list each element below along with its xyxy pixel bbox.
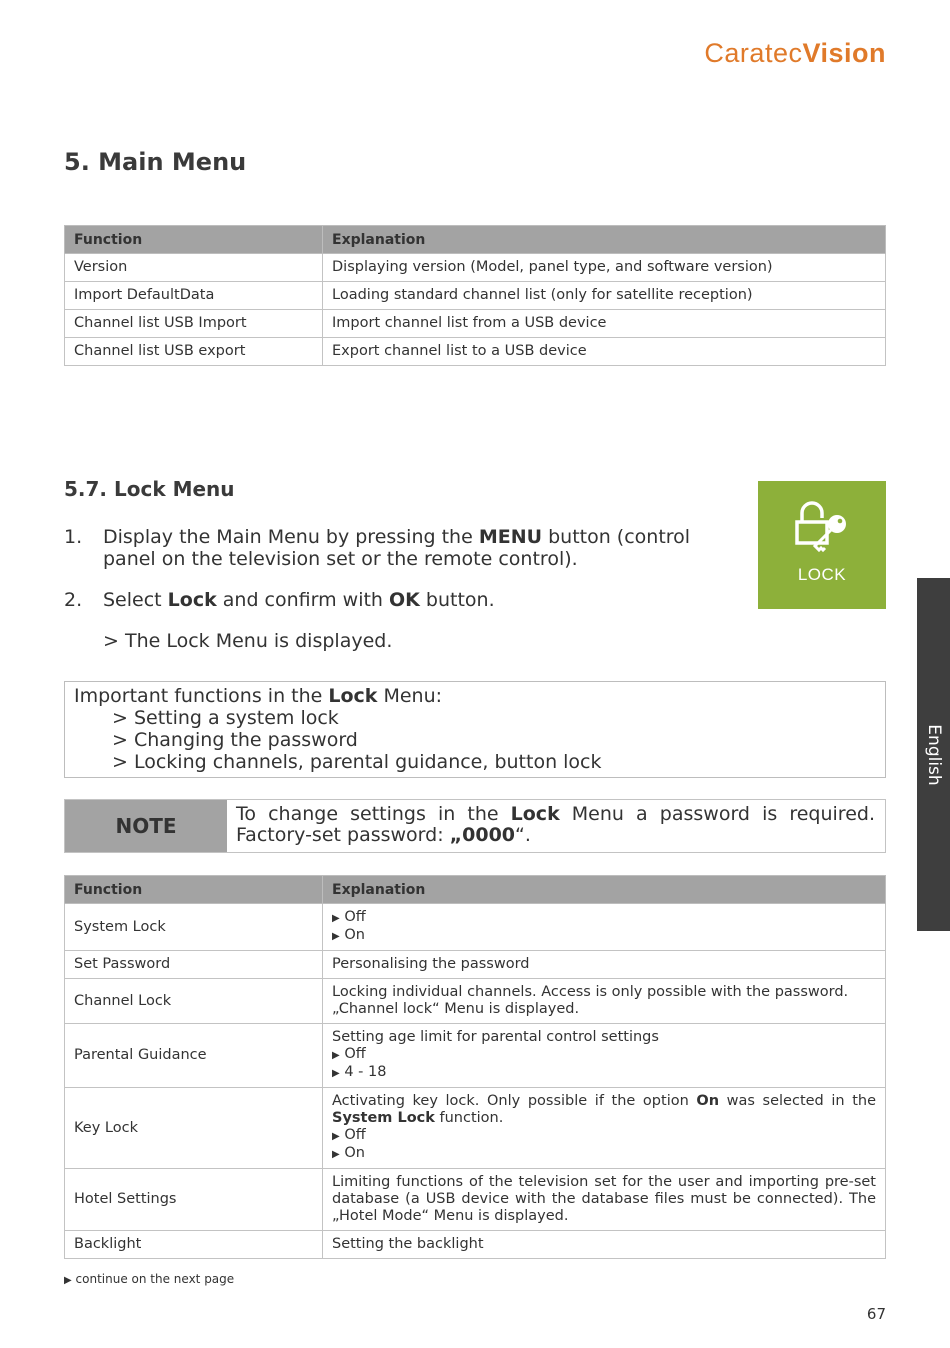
explanation-text: Setting age limit for parental control settings xyxy=(332,1029,659,1045)
step-text-part: button. xyxy=(419,589,495,611)
step-number: 2. xyxy=(64,589,83,611)
column-header-explanation: Explanation xyxy=(323,876,886,904)
option-text: On xyxy=(344,927,365,943)
lock-menu-tile xyxy=(758,481,886,609)
explanation-text xyxy=(332,1093,876,1127)
instruction-steps xyxy=(64,526,744,652)
column-header-function: Function xyxy=(65,876,323,904)
section-title: 5. Main Menu xyxy=(64,148,247,176)
brand-logo-part2: Vision xyxy=(802,38,886,68)
list-item: > Locking channels, parental guidance, button lock xyxy=(112,751,602,773)
option-text: Off xyxy=(344,909,366,925)
important-functions-box xyxy=(64,681,886,778)
triangle-bullet-icon: ▶ xyxy=(64,1275,72,1286)
triangle-bullet-icon: ▶ xyxy=(332,1131,340,1142)
option-item xyxy=(332,1064,876,1082)
table-row xyxy=(65,338,886,366)
step-2 xyxy=(64,589,744,611)
step-keyword: OK xyxy=(389,589,420,611)
option-item xyxy=(332,909,876,927)
page-number: 67 xyxy=(866,1305,886,1323)
language-label: English xyxy=(923,723,944,786)
table-row xyxy=(65,1169,886,1231)
explanation-cell: Locking individual channels. Access is only possible with the password. „Channel lock“ Menu is displayed. xyxy=(323,979,886,1024)
note-text-part: Menu a password is required. Factory-set password: xyxy=(236,803,875,846)
explanation-cell: Displaying version (Model, panel type, and software version) xyxy=(323,254,886,282)
step-result: > The Lock Menu is displayed. xyxy=(103,630,393,652)
lock-key-icon xyxy=(794,497,850,553)
explanation-cell xyxy=(323,1024,886,1088)
function-cell: Key Lock xyxy=(65,1088,323,1169)
subsection-title: 5.7. Lock Menu xyxy=(64,477,235,501)
table-header-row xyxy=(65,226,886,254)
important-text-part: Menu: xyxy=(377,685,443,707)
explanation-cell xyxy=(323,1088,886,1169)
important-list xyxy=(74,707,876,773)
lock-menu-table xyxy=(64,875,886,1259)
step-text-part: Select xyxy=(103,589,168,611)
table-row xyxy=(65,1024,886,1088)
triangle-bullet-icon: ▶ xyxy=(332,1068,340,1079)
important-keyword: Lock xyxy=(328,685,378,707)
explanation-cell xyxy=(323,904,886,951)
step-1 xyxy=(64,526,744,570)
function-cell: Channel list USB export xyxy=(65,338,323,366)
table-row xyxy=(65,1088,886,1169)
step-text-part: button (control panel on the television set or the remote control). xyxy=(103,526,691,570)
important-text-part: Important functions in the xyxy=(74,685,329,707)
note-keyword: Lock xyxy=(510,803,560,825)
function-cell: Import DefaultData xyxy=(65,282,323,310)
step-text xyxy=(103,589,495,611)
language-side-tab xyxy=(917,578,950,931)
table-row xyxy=(65,310,886,338)
explanation-text-part: was selected in the xyxy=(719,1093,876,1109)
function-cell: Parental Guidance xyxy=(65,1024,323,1088)
explanation-keyword: System Lock xyxy=(332,1110,435,1126)
function-cell: System Lock xyxy=(65,904,323,951)
table-row xyxy=(65,904,886,951)
brand-logo-part1: Caratec xyxy=(704,38,803,68)
explanation-cell: Limiting functions of the television set for the user and importing pre-set database (a USB device with the database files must be connected). The „Hotel Mode“ Menu is displayed. xyxy=(323,1169,886,1231)
function-cell: Channel Lock xyxy=(65,979,323,1024)
option-text: On xyxy=(344,1145,365,1161)
function-cell: Set Password xyxy=(65,951,323,979)
triangle-bullet-icon: ▶ xyxy=(332,1050,340,1061)
column-header-explanation: Explanation xyxy=(323,226,886,254)
lock-tile-label: LOCK xyxy=(797,565,847,584)
continue-footnote xyxy=(64,1272,234,1286)
table-row xyxy=(65,979,886,1024)
note-box xyxy=(64,799,886,853)
list-item: > Setting a system lock xyxy=(112,707,339,729)
step-text xyxy=(103,526,744,570)
option-item xyxy=(332,1127,876,1145)
important-heading xyxy=(74,685,876,707)
explanation-cell: Import channel list from a USB device xyxy=(323,310,886,338)
note-text-part: To change settings in the xyxy=(236,803,511,825)
step-keyword: MENU xyxy=(478,526,543,548)
step-text-part: Display the Main Menu by pressing the xyxy=(103,526,479,548)
main-menu-table xyxy=(64,225,886,366)
explanation-text-part: Activating key lock. Only possible if the option xyxy=(332,1093,697,1109)
option-item xyxy=(332,927,876,945)
list-item: > Changing the password xyxy=(112,729,358,751)
function-cell: Version xyxy=(65,254,323,282)
table-row xyxy=(65,254,886,282)
step-text-part: and confirm with xyxy=(216,589,389,611)
function-cell: Hotel Settings xyxy=(65,1169,323,1231)
option-item xyxy=(332,1046,876,1064)
triangle-bullet-icon: ▶ xyxy=(332,913,340,924)
footnote-text: continue on the next page xyxy=(75,1272,235,1286)
column-header-function: Function xyxy=(65,226,323,254)
triangle-bullet-icon: ▶ xyxy=(332,931,340,942)
table-header-row xyxy=(65,876,886,904)
note-password: „0000 xyxy=(449,824,516,846)
step-number: 1. xyxy=(64,526,83,548)
explanation-cell: Export channel list to a USB device xyxy=(323,338,886,366)
explanation-cell: Personalising the password xyxy=(323,951,886,979)
table-row xyxy=(65,282,886,310)
note-text-part: “. xyxy=(515,824,531,846)
option-text: Off xyxy=(344,1127,366,1143)
note-label: NOTE xyxy=(65,800,227,852)
note-text xyxy=(227,800,885,852)
explanation-text-part: function. xyxy=(434,1110,504,1126)
explanation-cell: Loading standard channel list (only for satellite reception) xyxy=(323,282,886,310)
brand-logo xyxy=(704,38,886,69)
step-keyword: Lock xyxy=(167,589,217,611)
triangle-bullet-icon: ▶ xyxy=(332,1149,340,1160)
function-cell: Backlight xyxy=(65,1231,323,1259)
option-text: 4 - 18 xyxy=(344,1064,387,1080)
option-text: Off xyxy=(344,1046,366,1062)
option-item xyxy=(332,1145,876,1163)
function-cell: Channel list USB Import xyxy=(65,310,323,338)
table-row xyxy=(65,951,886,979)
explanation-cell: Setting the backlight xyxy=(323,1231,886,1259)
table-row xyxy=(65,1231,886,1259)
explanation-keyword: On xyxy=(696,1093,720,1109)
